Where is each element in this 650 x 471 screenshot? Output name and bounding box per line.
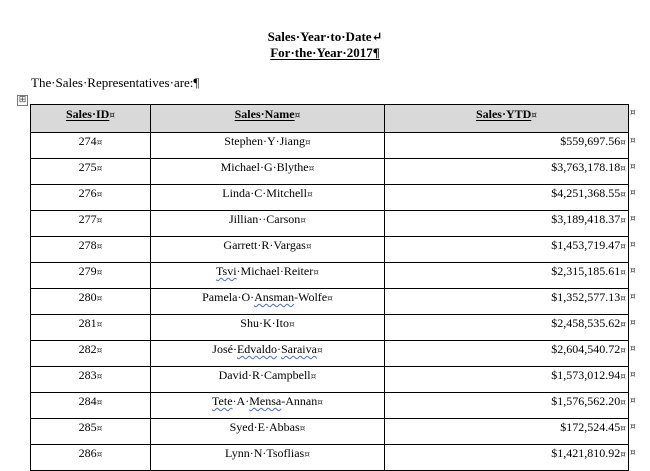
- sales-id-cell[interactable]: [31, 341, 151, 367]
- table-row: [31, 263, 629, 289]
- table-row: [31, 185, 629, 211]
- sales-ytd-cell-text: $4,251,368.55: [551, 186, 621, 200]
- cell-end-mark: ¤: [304, 450, 310, 460]
- row-end-mark: ¤: [630, 395, 636, 406]
- table-row: [31, 289, 629, 315]
- cell-end-mark: ¤: [288, 320, 295, 330]
- cell-end-mark: ¤: [620, 320, 626, 330]
- row-end-mark: ¤: [630, 265, 636, 276]
- table-row: [31, 211, 629, 237]
- cell-end-mark: ¤: [313, 268, 319, 278]
- row-end-mark: ¤: [630, 317, 636, 328]
- sales-name-cell-text: David·R·Campbell: [218, 368, 311, 382]
- sales-id-cell-text: 274: [78, 134, 97, 148]
- cell-end-mark: ¤: [96, 216, 103, 226]
- row-end-mark: ¤: [630, 187, 636, 198]
- sales-name-cell-text: Linda·C·Mitchell: [222, 186, 307, 200]
- cell-end-mark: ¤: [317, 398, 323, 408]
- sales-name-cell-text: Michael·G·Blythe: [220, 160, 309, 174]
- sales-name-cell[interactable]: [151, 133, 385, 159]
- sales-name-cell[interactable]: [151, 185, 385, 211]
- sales-ytd-cell[interactable]: [385, 289, 629, 315]
- sales-id-cell[interactable]: [31, 237, 151, 263]
- sales-name-cell-text: Tsvi·Michael·Reiter: [216, 264, 314, 278]
- sales-name-cell-text: Jillian··Carson: [228, 212, 301, 226]
- sales-name-cell-text: Stephen·Y·Jiang: [224, 134, 305, 148]
- table-row: [31, 445, 629, 471]
- sales-id-cell[interactable]: [31, 445, 151, 471]
- sales-id-cell-text: 280: [78, 290, 97, 304]
- sales-ytd-cell[interactable]: [385, 315, 629, 341]
- table-move-handle-icon[interactable]: ⊞: [18, 95, 27, 105]
- sales-ytd-cell-text: $2,458,535.62: [551, 316, 621, 330]
- cell-end-mark: ¤: [620, 398, 626, 408]
- table-row: [31, 315, 629, 341]
- cell-end-mark: ¤: [96, 242, 103, 252]
- row-end-mark: ¤: [630, 421, 636, 432]
- sales-ytd-cell[interactable]: [385, 237, 629, 263]
- cell-end-mark: ¤: [620, 346, 626, 356]
- cell-end-mark: ¤: [306, 190, 313, 200]
- cell-end-mark: ¤: [96, 268, 103, 278]
- sales-name-cell[interactable]: [151, 419, 385, 445]
- sales-id-cell[interactable]: [31, 315, 151, 341]
- sales-name-cell-text: José·Edvaldo·Saraiva: [212, 342, 317, 356]
- cell-end-mark: ¤: [620, 216, 626, 226]
- sales-ytd-cell[interactable]: [385, 341, 629, 367]
- sales-id-cell[interactable]: [31, 185, 151, 211]
- title-line-1: Sales·Year·to·Date↵: [267, 29, 383, 44]
- cell-end-mark: ¤: [620, 294, 626, 304]
- table-header-row: [31, 105, 629, 133]
- sales-id-cell-text: 278: [78, 238, 97, 252]
- row-end-mark: ¤: [630, 291, 636, 302]
- sales-id-cell-text: 285: [78, 420, 97, 434]
- sales-ytd-cell-text: $3,763,178.18: [551, 160, 621, 174]
- sales-ytd-cell[interactable]: [385, 159, 629, 185]
- document-subtitle: [0, 45, 650, 61]
- header-sales-id[interactable]: Sales·ID¤: [31, 105, 151, 133]
- cell-end-mark: ¤: [305, 242, 312, 252]
- sales-id-cell-text: 286: [78, 446, 97, 460]
- title-line-2-rest: ·the·Year·2017¶: [290, 45, 380, 60]
- cell-end-mark: ¤: [620, 268, 626, 278]
- sales-name-cell-text: Tete·A·Mensa-Annan: [212, 394, 318, 408]
- sales-ytd-cell-text: $2,604,540.72: [551, 342, 621, 356]
- sales-name-cell[interactable]: [151, 393, 385, 419]
- sales-ytd-cell-text: $2,315,185.61: [551, 264, 621, 278]
- sales-name-cell[interactable]: [151, 315, 385, 341]
- cell-end-mark: ¤: [96, 320, 103, 330]
- sales-ytd-cell-text: $1,453,719.47: [551, 238, 621, 252]
- row-end-mark: ¤: [630, 447, 636, 458]
- sales-id-cell-text: 281: [78, 316, 97, 330]
- document-title: [0, 29, 650, 45]
- cell-end-mark: ¤: [620, 424, 626, 434]
- cell-end-mark: ¤: [299, 424, 306, 434]
- cell-end-mark: ¤: [620, 242, 626, 252]
- sales-name-cell[interactable]: [151, 211, 385, 237]
- cell-end-mark: ¤: [96, 450, 103, 460]
- sales-id-cell-text: 275: [78, 160, 97, 174]
- cell-end-mark: ¤: [96, 190, 103, 200]
- sales-ytd-cell[interactable]: [385, 185, 629, 211]
- header-sales-ytd[interactable]: Sales·YTD¤: [385, 105, 629, 133]
- sales-id-cell-text: 277: [78, 212, 97, 226]
- sales-ytd-cell[interactable]: [385, 133, 629, 159]
- sales-name-cell[interactable]: [151, 263, 385, 289]
- cell-end-mark: ¤: [620, 372, 626, 382]
- cell-end-mark: ¤: [300, 216, 307, 226]
- cell-end-mark: ¤: [96, 424, 103, 434]
- sales-name-cell-text: Shu·K·Ito: [240, 316, 289, 330]
- cell-end-mark: ¤: [316, 346, 323, 356]
- row-end-mark: ¤: [630, 369, 636, 380]
- title-line-2-prefix: For: [270, 45, 291, 60]
- row-end-mark: ¤: [630, 161, 636, 172]
- cell-end-mark: ¤: [96, 372, 103, 382]
- sales-ytd-cell[interactable]: [385, 211, 629, 237]
- row-end-mark: ¤: [630, 135, 636, 146]
- table-row: [31, 367, 629, 393]
- cell-end-mark: ¤: [310, 372, 317, 382]
- sales-ytd-cell-text: $1,421,810.92: [551, 446, 621, 460]
- cell-end-mark: ¤: [304, 138, 311, 148]
- cell-end-mark: ¤: [96, 346, 103, 356]
- sales-id-cell[interactable]: [31, 263, 151, 289]
- cell-end-mark: ¤: [620, 138, 626, 148]
- sales-name-cell-text: Syed·E·Abbas: [229, 420, 300, 434]
- sales-name-cell[interactable]: [151, 289, 385, 315]
- table-row: [31, 237, 629, 263]
- header-sales-name[interactable]: Sales·Name¤: [151, 105, 385, 133]
- cell-end-mark: ¤: [620, 450, 626, 460]
- sales-id-cell-text: 283: [78, 368, 97, 382]
- cell-end-mark: ¤: [96, 398, 103, 408]
- sales-name-cell[interactable]: [151, 159, 385, 185]
- sales-id-cell[interactable]: [31, 211, 151, 237]
- sales-ytd-cell[interactable]: [385, 263, 629, 289]
- cell-end-mark: ¤: [327, 294, 333, 304]
- sales-id-cell[interactable]: [31, 393, 151, 419]
- cell-end-mark: ¤: [620, 190, 626, 200]
- row-end-mark: ¤: [630, 343, 636, 354]
- cell-end-mark: ¤: [96, 294, 103, 304]
- sales-ytd-cell-text: $1,573,012.94: [551, 368, 621, 382]
- sales-ytd-cell-text: $1,352,577.13: [551, 290, 621, 304]
- sales-ytd-cell[interactable]: [385, 445, 629, 471]
- cell-end-mark: ¤: [96, 138, 103, 148]
- cell-end-mark: ¤: [96, 164, 103, 174]
- sales-name-cell[interactable]: [151, 367, 385, 393]
- table-row: [31, 133, 629, 159]
- row-end-mark: ¤: [630, 213, 636, 224]
- sales-name-cell[interactable]: [151, 341, 385, 367]
- sales-id-cell-text: 279: [78, 264, 97, 278]
- table-row: [31, 419, 629, 445]
- sales-id-cell[interactable]: [31, 419, 151, 445]
- sales-ytd-cell[interactable]: [385, 393, 629, 419]
- sales-name-cell-text: Pamela·O·Ansman-Wolfe: [202, 290, 328, 304]
- sales-name-cell-text: Lynn·N·Tsoflias: [225, 446, 305, 460]
- sales-ytd-cell-text: $3,189,418.37: [551, 212, 621, 226]
- sales-ytd-cell-text: $172,524.45: [560, 420, 621, 434]
- table-row: [31, 159, 629, 185]
- row-end-mark: ¤: [630, 239, 636, 250]
- table-row: [31, 341, 629, 367]
- sales-id-cell[interactable]: [31, 289, 151, 315]
- sales-id-cell-text: 284: [78, 394, 97, 408]
- sales-ytd-cell-text: $1,576,562.20: [551, 394, 621, 408]
- cell-end-mark: ¤: [620, 164, 626, 174]
- sales-id-cell[interactable]: [31, 159, 151, 185]
- sales-name-cell[interactable]: [151, 237, 385, 263]
- sales-ytd-cell-text: $559,697.56: [560, 134, 621, 148]
- sales-id-cell-text: 282: [78, 342, 97, 356]
- sales-id-cell-text: 276: [78, 186, 97, 200]
- sales-id-cell[interactable]: [31, 133, 151, 159]
- sales-id-cell[interactable]: [31, 367, 151, 393]
- sales-ytd-cell[interactable]: [385, 367, 629, 393]
- cell-end-mark: ¤: [308, 164, 315, 174]
- intro-paragraph: The·Sales·Representatives·are:¶: [31, 75, 200, 90]
- sales-ytd-cell[interactable]: [385, 419, 629, 445]
- row-end-mark: ¤: [630, 107, 636, 118]
- sales-name-cell[interactable]: [151, 445, 385, 471]
- sales-table: [30, 104, 629, 471]
- table-row: [31, 393, 629, 419]
- sales-name-cell-text: Garrett·R·Vargas: [223, 238, 306, 252]
